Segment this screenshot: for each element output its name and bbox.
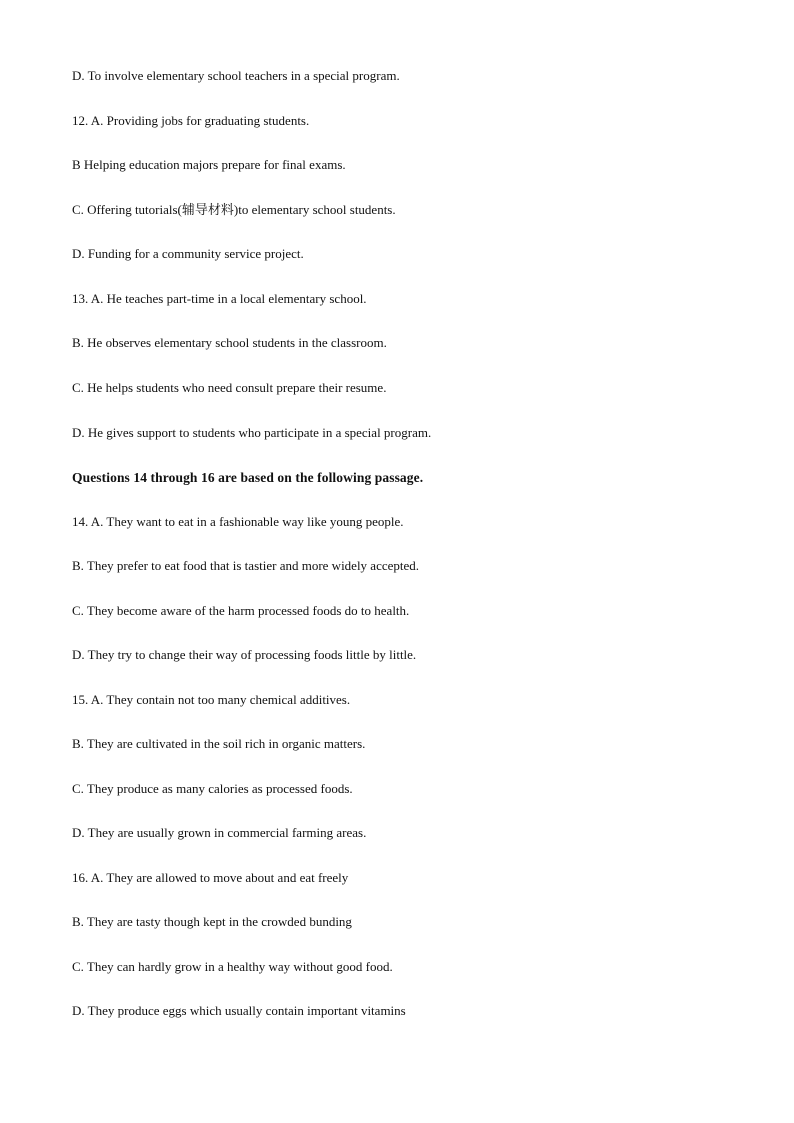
option-13c: C. He helps students who need consult prepare their resume. — [72, 380, 387, 395]
option-13b: B. He observes elementary school students in the classroom. — [72, 335, 387, 350]
section-heading: Questions 14 through 16 are based on the following passage. — [72, 470, 424, 485]
option-14b: B. They prefer to eat food that is tastier and more widely accepted. — [72, 558, 420, 573]
option-15c: C. They produce as many calories as processed foods. — [72, 781, 353, 796]
option-16d: D. They produce eggs which usually contain important vitamins — [72, 1003, 406, 1018]
option-16c: C. They can hardly grow in a healthy way without good food. — [72, 959, 393, 974]
question-12-option-a: 12. A. Providing jobs for graduating students. — [72, 113, 310, 128]
option-13d: D. He gives support to students who participate in a special program. — [72, 425, 432, 440]
option-12c: C. Offering tutorials(辅导材料)to elementary school students. — [72, 202, 396, 217]
option-14c: C. They become aware of the harm processed foods do to health. — [72, 603, 410, 618]
option-11d: D. To involve elementary school teachers in a special program. — [72, 68, 400, 83]
option-12d: D. Funding for a community service project. — [72, 246, 304, 261]
option-12b: B Helping education majors prepare for final exams. — [72, 157, 346, 172]
option-15d: D. They are usually grown in commercial farming areas. — [72, 825, 367, 840]
question-15-option-a: 15. A. They contain not too many chemical additives. — [72, 692, 351, 707]
question-14-option-a: 14. A. They want to eat in a fashionable way like young people. — [72, 514, 404, 529]
question-16-option-a: 16. A. They are allowed to move about and eat freely — [72, 870, 349, 885]
option-16b: B. They are tasty though kept in the crowded bunding — [72, 914, 352, 929]
option-15b: B. They are cultivated in the soil rich in organic matters. — [72, 736, 366, 751]
question-13-option-a: 13. A. He teaches part-time in a local elementary school. — [72, 291, 367, 306]
option-14d: D. They try to change their way of processing foods little by little. — [72, 647, 417, 662]
